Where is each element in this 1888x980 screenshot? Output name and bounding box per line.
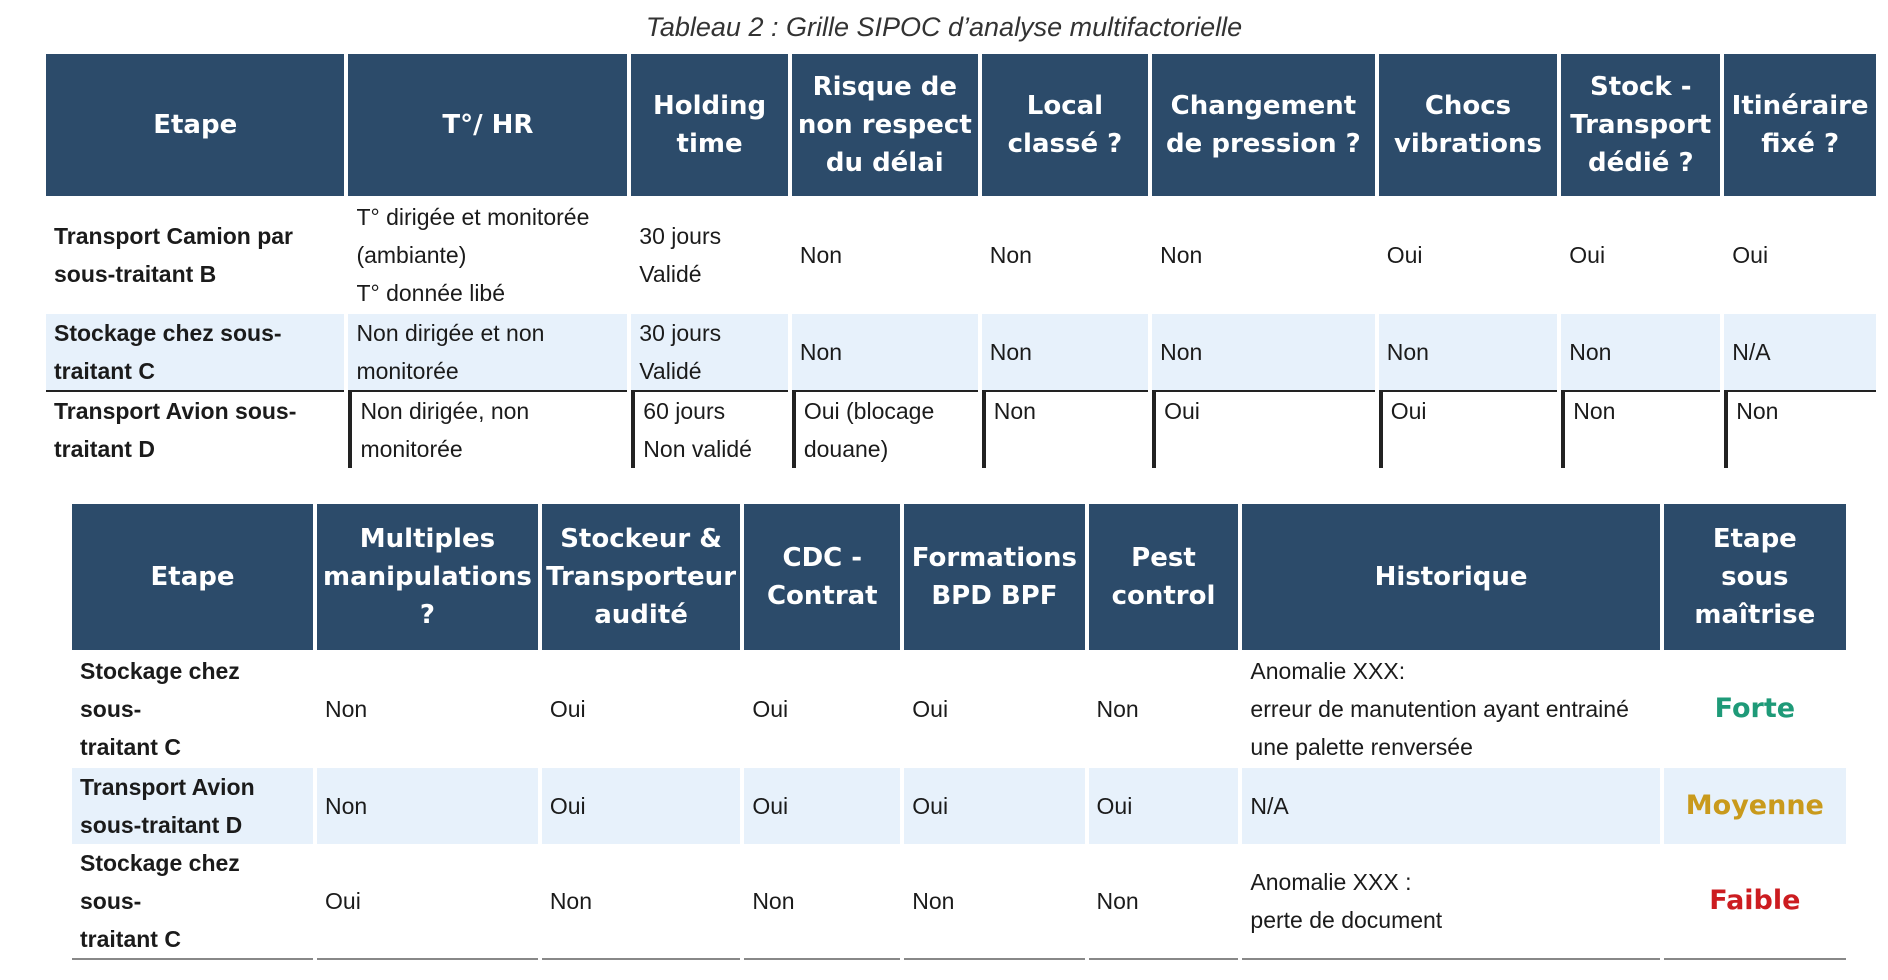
header-stock-transport-dedie: Stock - Transport dédié ? (1561, 54, 1720, 196)
header-risque-delai: Risque de non respect du délai (792, 54, 978, 196)
header-changement-pression: Changement de pression ? (1152, 54, 1375, 196)
header-local-classe: Local classé ? (982, 54, 1148, 196)
header-etape: Etape (46, 54, 344, 196)
cell-chocs-vibrations: Oui (1386, 242, 1423, 268)
cell-cdc-contrat: Oui (752, 696, 789, 722)
cell-formations: Non (904, 844, 1084, 960)
cell-historique: Anomalie XXX : perte de document (1242, 844, 1659, 960)
header-formations: Formations BPD BPF (904, 504, 1084, 650)
cell-stockeur-audite: Oui (549, 696, 586, 722)
cell-maitrise-level: Faible (1664, 844, 1846, 960)
cell-multiples-manipulations: Oui (317, 844, 538, 960)
cell-temperature-hr: T° dirigée et monitorée (ambiante) T° donnée libé (356, 204, 590, 306)
table-row (72, 768, 1846, 844)
table-row (72, 844, 1846, 960)
cell-holding-time: 30 jours Validé (631, 314, 788, 390)
table-row (46, 196, 1876, 314)
cell-etape: Stockage chez sous- traitant C (80, 658, 240, 760)
cell-stock-transport-dedie: Non (1561, 390, 1720, 468)
sipoc-table-2 (68, 504, 1850, 960)
header-holding-time: Holding time (631, 54, 788, 196)
cell-formations: Oui (904, 768, 1084, 844)
cell-local-classe: Non (989, 242, 1032, 268)
header-pest-control: Pest control (1089, 504, 1239, 650)
cell-etape: Stockage chez sous- traitant C (72, 844, 313, 960)
table-row (46, 314, 1876, 390)
cell-etape: Transport Avion sous-traitant D (72, 768, 313, 844)
cell-pest-control: Oui (1089, 768, 1239, 844)
header-temperature-hr: T°/ HR (348, 54, 627, 196)
cell-changement-pression: Oui (1152, 390, 1375, 468)
table-caption: Tableau 2 : Grille SIPOC d’analyse multifactorielle (645, 12, 1243, 42)
cell-maitrise-level: Forte (1714, 693, 1796, 724)
cell-stockeur-audite: Oui (542, 768, 741, 844)
cell-historique: N/A (1242, 768, 1659, 844)
cell-local-classe: Non (982, 390, 1148, 468)
header-cdc-contrat: CDC - Contrat (744, 504, 900, 650)
cell-itineraire-fixe: Oui (1732, 242, 1769, 268)
cell-holding-time: 30 jours Validé (639, 223, 722, 287)
table-row (72, 650, 1846, 768)
cell-temperature-hr: Non dirigée et non monitorée (348, 314, 627, 390)
cell-formations: Oui (912, 696, 949, 722)
cell-temperature-hr: Non dirigée, non monitorée (348, 390, 627, 468)
cell-risque-delai: Non (799, 242, 843, 268)
cell-etape: Stockage chez sous- traitant C (46, 314, 344, 390)
cell-holding-time: 60 jours Non validé (631, 390, 788, 468)
table-row (46, 390, 1876, 468)
header-etape: Etape (72, 504, 313, 650)
cell-chocs-vibrations: Non (1379, 314, 1558, 390)
cell-etape: Transport Camion par sous-traitant B (54, 223, 293, 287)
cell-local-classe: Non (982, 314, 1148, 390)
sipoc-table-1 (42, 54, 1880, 468)
cell-risque-delai: Oui (blocage douane) (792, 390, 978, 468)
cell-etape: Transport Avion sous- traitant D (46, 390, 344, 468)
cell-stock-transport-dedie: Non (1561, 314, 1720, 390)
cell-cdc-contrat: Oui (744, 768, 900, 844)
cell-changement-pression: Non (1160, 242, 1203, 268)
cell-historique: Anomalie XXX: erreur de manutention ayant entrainé une palette renversée (1250, 658, 1629, 760)
cell-risque-delai: Non (792, 314, 978, 390)
header-multiples-manipulations: Multiples manipulations ? (317, 504, 538, 650)
cell-stockeur-audite: Non (542, 844, 741, 960)
cell-maitrise-level: Moyenne (1664, 768, 1846, 844)
cell-itineraire-fixe: N/A (1724, 314, 1876, 390)
cell-multiples-manipulations: Non (325, 696, 368, 722)
cell-cdc-contrat: Non (744, 844, 900, 960)
cell-pest-control: Non (1089, 844, 1239, 960)
header-stockeur-audite: Stockeur & Transporteur audité (542, 504, 741, 650)
header-itineraire-fixe: Itinéraire fixé ? (1724, 54, 1876, 196)
header-historique: Historique (1242, 504, 1659, 650)
table-header-row (46, 54, 1876, 196)
header-chocs-vibrations: Chocs vibrations (1379, 54, 1558, 196)
cell-pest-control: Non (1096, 696, 1139, 722)
table-header-row (72, 504, 1846, 650)
cell-chocs-vibrations: Oui (1379, 390, 1558, 468)
header-etape-sous-maitrise: Etape sous maîtrise (1664, 504, 1846, 650)
cell-stock-transport-dedie: Oui (1569, 242, 1606, 268)
cell-itineraire-fixe: Non (1724, 390, 1876, 468)
cell-multiples-manipulations: Non (317, 768, 538, 844)
cell-changement-pression: Non (1152, 314, 1375, 390)
